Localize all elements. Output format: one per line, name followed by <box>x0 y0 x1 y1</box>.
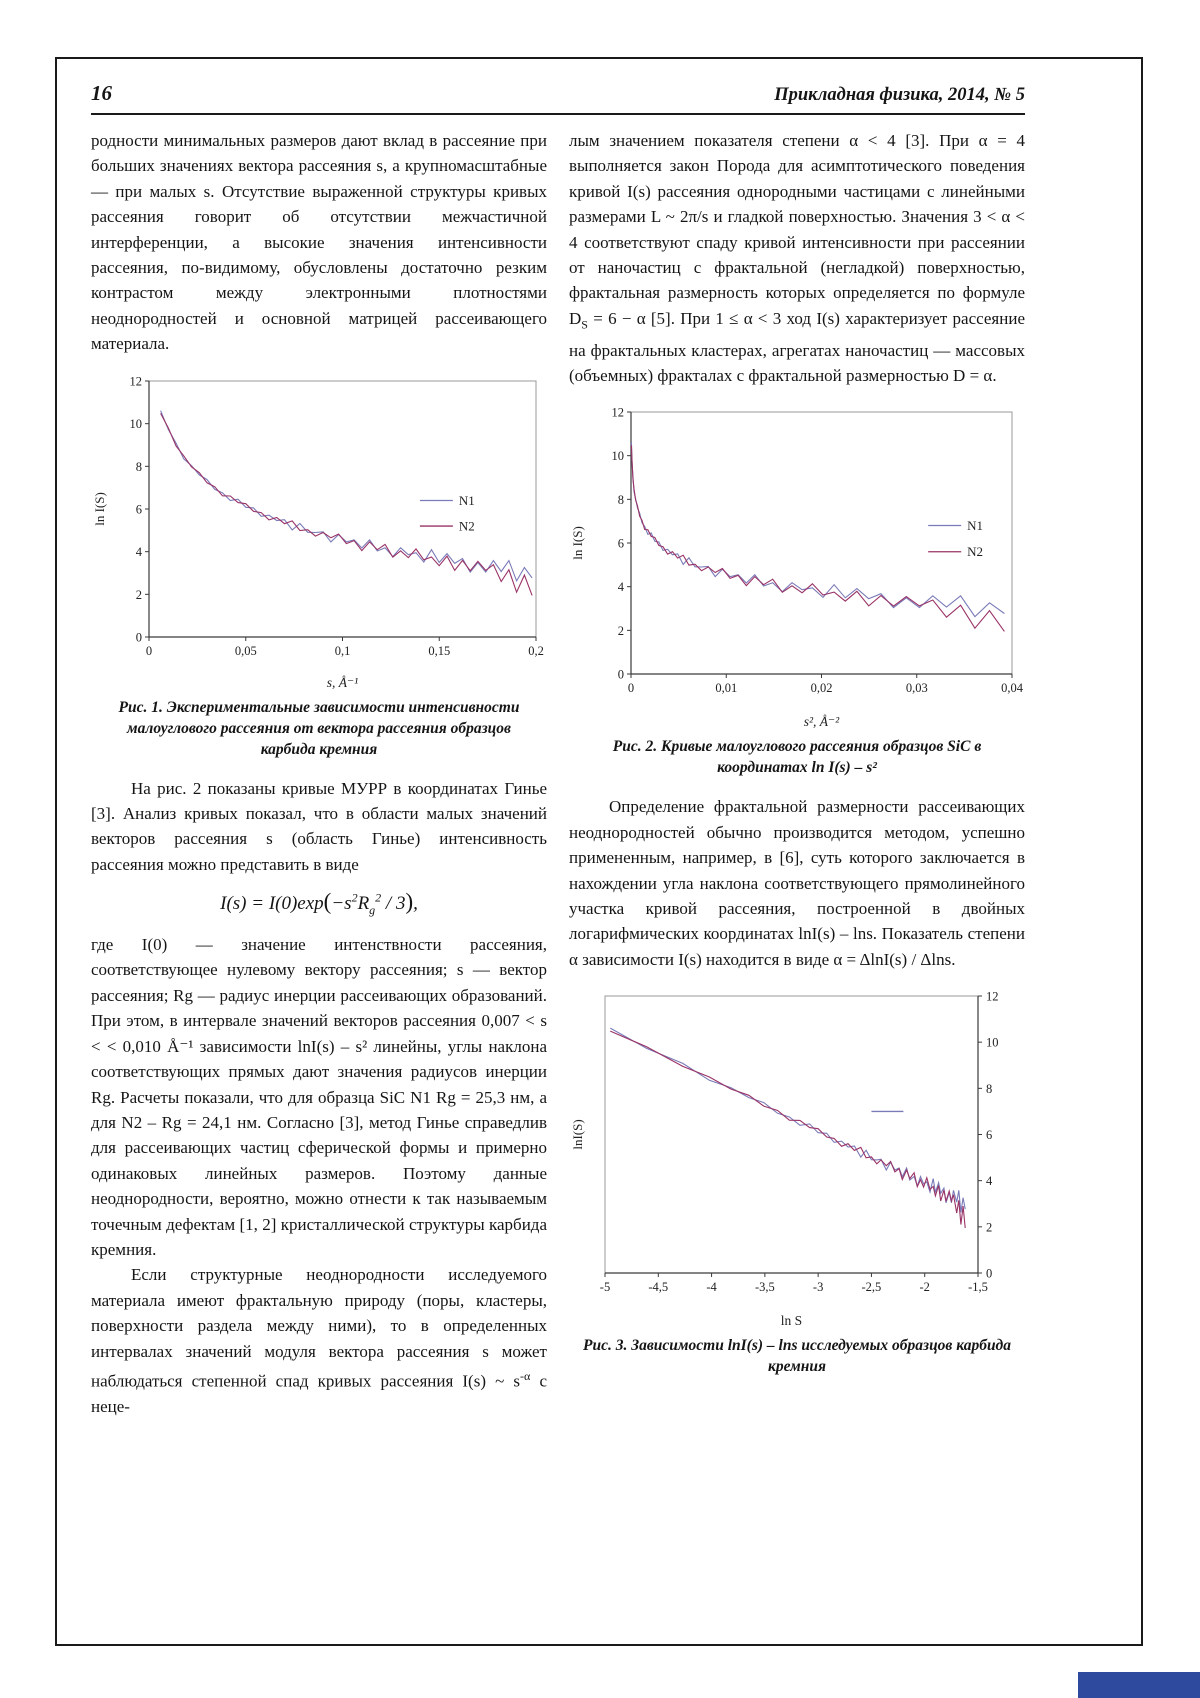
series-line-N1 <box>631 443 1004 617</box>
exponent: -α <box>520 1368 531 1383</box>
plot-area-border <box>149 381 536 637</box>
text-run: лым значением показателя степени α < 4 [3]. При α = 4 выполняется закон Порода для асимптотического поведения кривой I(s) рассеяния однородными частицами с линейными размерами L ~ 2π/s и гладкой поверхностью. Значения 3 < α < 4 соответствуют спаду кривой интенсивности при рассеянии от наночастиц с фрактальной (негладкой) поверхностью, фрактальная размерность которых определяется по формуле D <box>569 131 1025 328</box>
x-tick-label: 0,05 <box>234 643 257 658</box>
text-run: / 3 <box>381 893 406 915</box>
y-tick-label: 4 <box>617 580 624 595</box>
y-tick-label: 12 <box>986 989 999 1004</box>
x-tick-label: -4,5 <box>648 1280 669 1295</box>
x-tick-label: 0,2 <box>528 643 544 658</box>
legend-label-N2: N2 <box>458 518 475 534</box>
legend-label-N1: N1 <box>458 492 475 508</box>
x-tick-label: 0,1 <box>334 643 351 658</box>
page-frame <box>55 57 1143 1646</box>
body-paragraph: На рис. 2 показаны кривые МУРР в координатах Гинье [3]. Анализ кривых показал, что в области малых значений векторов рассеяния s (область Гинье) интенсивность рассеяния можно представить в виде <box>91 778 547 874</box>
legend-label-N1: N1 <box>967 518 984 534</box>
text-run: R <box>357 893 370 915</box>
y-tick-label: 8 <box>617 493 624 508</box>
x-tick-label: -2 <box>919 1280 930 1295</box>
x-tick-label: -4 <box>706 1280 717 1295</box>
journal-title: Прикладная физика, 2014, № 5 <box>774 85 1025 105</box>
y-tick-label: 6 <box>986 1128 993 1143</box>
text-run: Если структурные неоднородности исследуемого материала имеют фрактальную природу (поры, кластеры, поверхности раздела между ними), то в определенных интервалах значений модуля вектора рассеяния s может наблюдаться степенной спад кривых рассеяния I(s) ~ s <box>91 1265 547 1391</box>
figure1-chart <box>91 371 548 693</box>
x-tick-label: -1,5 <box>968 1280 988 1295</box>
text-run: −s <box>331 893 352 915</box>
x-axis-label: ln S <box>780 1313 803 1329</box>
subscript: S <box>581 317 588 332</box>
plot-area-border <box>605 996 978 1273</box>
x-tick-label: -3 <box>812 1280 824 1295</box>
exponent: 2 <box>351 890 358 905</box>
guinier-formula <box>91 889 547 918</box>
y-tick-label: 0 <box>986 1266 993 1281</box>
exponent: 2 <box>375 890 382 905</box>
text-run: = 6 − α [5]. При 1 ≤ α < 3 ход I(s) характеризует рассеяние на фрактальных кластерах, агрегатах наночастиц — массовых (объемных) фракталах с фрактальной размерностью D = α. <box>569 308 1025 386</box>
y-axis-label: ln I(S) <box>570 526 585 561</box>
text-run: , <box>413 893 418 915</box>
x-tick-label: 0,03 <box>905 681 928 696</box>
left-paren: ( <box>323 889 332 915</box>
text-run: с неце- <box>91 1371 548 1417</box>
y-tick-label: 4 <box>135 544 142 559</box>
y-tick-label: 12 <box>129 374 142 389</box>
series-line-N2 <box>631 446 1004 632</box>
series-line-N2 <box>610 1031 965 1228</box>
body-paragraph <box>91 1262 547 1419</box>
page-header <box>91 81 1025 115</box>
body-paragraph: родности минимальных размеров дают вклад в рассеяние при больших значениях вектора рассеяния s, а крупномасштабные — при малых s. Отсутствие выраженной структуры кривых рассеяния говорит об отсутствии межчастичной интерференции, а высокие значения интенсивности рассеяния, по-видимому, обусловлены достаточно резким контрастом между электронными плотностями неоднородностей и основной матрицей рассеивающего материала. <box>91 131 547 354</box>
x-tick-label: 0,04 <box>1001 681 1023 696</box>
y-tick-label: 10 <box>986 1035 999 1050</box>
y-axis-label: ln I(S) <box>92 491 107 526</box>
right-paren: ) <box>405 889 414 915</box>
x-tick-label: -3,5 <box>754 1280 775 1295</box>
body-paragraph <box>569 128 1025 388</box>
page-content <box>91 81 1025 1419</box>
text-run: I(s) = I(0)exp <box>220 893 324 915</box>
y-tick-label: 0 <box>617 667 624 682</box>
figure3-caption: Рис. 3. Зависимости lnI(s) – lns исследуемых образцов карбида кремния <box>583 1337 1011 1376</box>
x-tick-label: -2,5 <box>861 1280 882 1295</box>
left-column <box>91 128 547 1419</box>
x-tick-label: 0 <box>627 681 635 696</box>
x-tick-label: 0,15 <box>428 643 451 658</box>
x-tick-label: 0,01 <box>715 681 738 696</box>
figure2-chart <box>569 402 1026 732</box>
x-tick-label: -5 <box>599 1280 611 1295</box>
y-tick-label: 2 <box>986 1220 993 1235</box>
legend-label-N2: N2 <box>967 544 984 560</box>
figure1-caption: Рис. 1. Экспериментальные зависимости интенсивности малоуглового рассеяния от вектора рассеяния образцов карбида кремния <box>118 698 520 758</box>
x-tick-label: 0 <box>145 643 153 658</box>
plot-area-border <box>631 412 1012 674</box>
body-paragraph: Определение фрактальной размерности рассеивающих неоднородностей обычно производится методом, успешно примененным, например, в [6], суть которого заключается в нахождении угла наклона соответствующего прямолинейного участка кривой рассеяния, построенной в двойных логарифмических координатах lnI(s) – lns. Показатель степени α зависимости I(s) находится в виде α = ΔlnI(s) / Δlns. <box>569 797 1025 969</box>
right-column <box>569 128 1025 1419</box>
y-tick-label: 2 <box>135 587 142 602</box>
y-tick-label: 6 <box>617 536 624 551</box>
body-paragraph: где I(0) — значение интенствности рассеяния, соответствующее нулевому вектору рассеяния; s — вектор рассеяния; Rg — радиус инерции рассеивающих образований. При этом, в интервале значений векторов рассеяния 0,007 < s < < 0,010 Å⁻¹ зависимости lnI(s) – s² линейны, углы наклона соответствующих прямых дают значения радиусов инерции Rg. Расчеты показали, что для образца SiC N1 Rg = 25,3 нм, а для N2 – Rg = 24,1 нм. Согласно [3], метод Гинье справедлив для рассеивающих частиц сферической формы и примерно одинаковых линейных размеров. Поэтому данные неоднородности, вероятно, можно отнести к так называемым точечным дефектам [1, 2] кристаллической структуры карбида кремния. <box>91 935 547 1259</box>
y-tick-label: 2 <box>617 624 624 639</box>
y-tick-label: 6 <box>135 502 142 517</box>
y-tick-label: 4 <box>986 1174 993 1189</box>
series-line-N2 <box>161 413 532 595</box>
y-tick-label: 10 <box>129 416 142 431</box>
figure2-caption: Рис. 2. Кривые малоуглового рассеяния образцов SiC в координатах ln I(s) – s² <box>612 738 982 777</box>
y-axis-label: lnI(S) <box>570 1119 585 1150</box>
subscript: g <box>369 903 376 918</box>
x-tick-label: 0,02 <box>810 681 833 696</box>
y-tick-label: 8 <box>986 1082 993 1097</box>
y-tick-label: 10 <box>611 449 624 464</box>
corner-artifact <box>1078 1672 1200 1698</box>
series-line-N1 <box>161 410 532 580</box>
y-tick-label: 8 <box>135 459 142 474</box>
x-axis-label: s², Å⁻² <box>803 714 840 730</box>
y-tick-label: 0 <box>135 630 142 645</box>
x-axis-label: s, Å⁻¹ <box>326 674 359 690</box>
page-number: 16 <box>91 81 112 105</box>
y-tick-label: 12 <box>611 405 624 420</box>
two-column-layout <box>91 128 1025 1419</box>
figure3-chart <box>569 986 1026 1331</box>
